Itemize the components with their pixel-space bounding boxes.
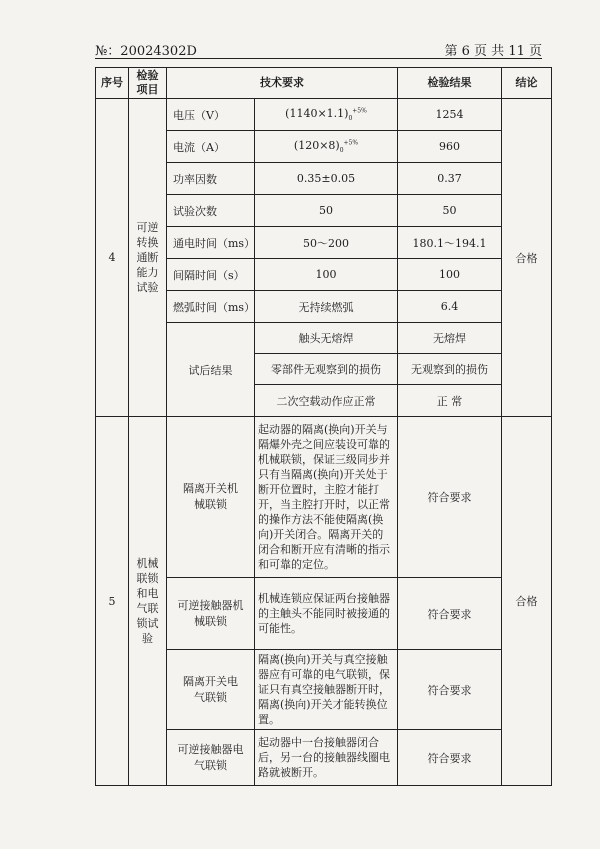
interlock-result: 符合要求 [398,417,502,578]
col-header-conclusion: 结论 [502,68,552,99]
section4-conclusion: 合格 [502,99,552,417]
interlock-sub-item: 隔离开关电气联锁 [167,650,255,730]
table-row [96,99,552,131]
param-requirement: 100 [255,259,398,291]
section4-item: 可逆转换通断能力试验 [129,99,167,417]
table-header-row [96,68,552,99]
after-result: 正 常 [398,385,502,417]
after-result: 无熔焊 [398,323,502,354]
table-row [96,417,552,578]
param-requirement: $(1140\times 1.1)_0^{+5\%}$ [255,99,398,131]
param-result: 1254 [398,99,502,131]
param-label: 试验次数 [167,195,255,227]
param-label: 间隔时间（s） [167,259,255,291]
param-result: 0.37 [398,163,502,195]
param-label: 通电时间（ms） [167,227,255,259]
param-result: 960 [398,131,502,163]
after-requirement: 零部件无观察到的损伤 [255,354,398,385]
param-requirement: $(120\times 8)_0^{+5\%}$ [255,131,398,163]
section5-item: 机械联锁和电气联锁试验 [129,417,167,786]
interlock-sub-item: 可逆接触器机械联锁 [167,578,255,650]
document-number: №：20024302D [95,44,197,59]
param-result: 100 [398,259,502,291]
param-requirement: 50～200 [255,227,398,259]
page-indicator: 第 6 页 共 11 页 [444,44,542,59]
col-header-result: 检验结果 [398,68,502,99]
section4-no: 4 [96,99,129,417]
param-label: 电压（V） [167,99,255,131]
interlock-result: 符合要求 [398,578,502,650]
param-label: 功率因数 [167,163,255,195]
interlock-sub-item: 可逆接触器电气联锁 [167,730,255,786]
interlock-requirement: 隔离(换向)开关与真空接触器应有可靠的电气联锁，保证只有真空接触器断开时，隔离(换向)开关才能转换位置。 [255,650,398,730]
param-requirement: 50 [255,195,398,227]
col-header-item: 检验项目 [129,68,167,99]
section5-no: 5 [96,417,129,786]
param-result: 6.4 [398,291,502,323]
col-header-no: 序号 [96,68,129,99]
section5-conclusion: 合格 [502,417,552,786]
col-header-requirement: 技术要求 [167,68,398,99]
param-label: 燃弧时间（ms） [167,291,255,323]
interlock-requirement: 起动器的隔离(换向)开关与隔爆外壳之间应装设可靠的机械联锁，保证三级同步并只有当隔离(换向)开关处于断开位置时，主腔才能打开，当主腔打开时，以正常的操作方法不能使隔离(换向)开关闭合。隔离开关的闭合和断开应有清晰的指示和可靠的定位。 [255,417,398,578]
after-test-label: 试后结果 [167,323,255,417]
param-result: 180.1～194.1 [398,227,502,259]
after-requirement: 触头无熔焊 [255,323,398,354]
interlock-result: 符合要求 [398,650,502,730]
interlock-requirement: 起动器中一台接触器闭合后，另一台的接触器线圈电路就被断开。 [255,730,398,786]
after-requirement: 二次空载动作应正常 [255,385,398,417]
param-requirement: 无持续燃弧 [255,291,398,323]
param-label: 电流（A） [167,131,255,163]
interlock-sub-item: 隔离开关机械联锁 [167,417,255,578]
interlock-result: 符合要求 [398,730,502,786]
after-result: 无观察到的损伤 [398,354,502,385]
param-result: 50 [398,195,502,227]
header-divider [95,58,542,59]
inspection-table [95,67,552,786]
param-requirement: 0.35±0.05 [255,163,398,195]
interlock-requirement: 机械连锁应保证两台接触器的主触头不能同时被接通的可能性。 [255,578,398,650]
